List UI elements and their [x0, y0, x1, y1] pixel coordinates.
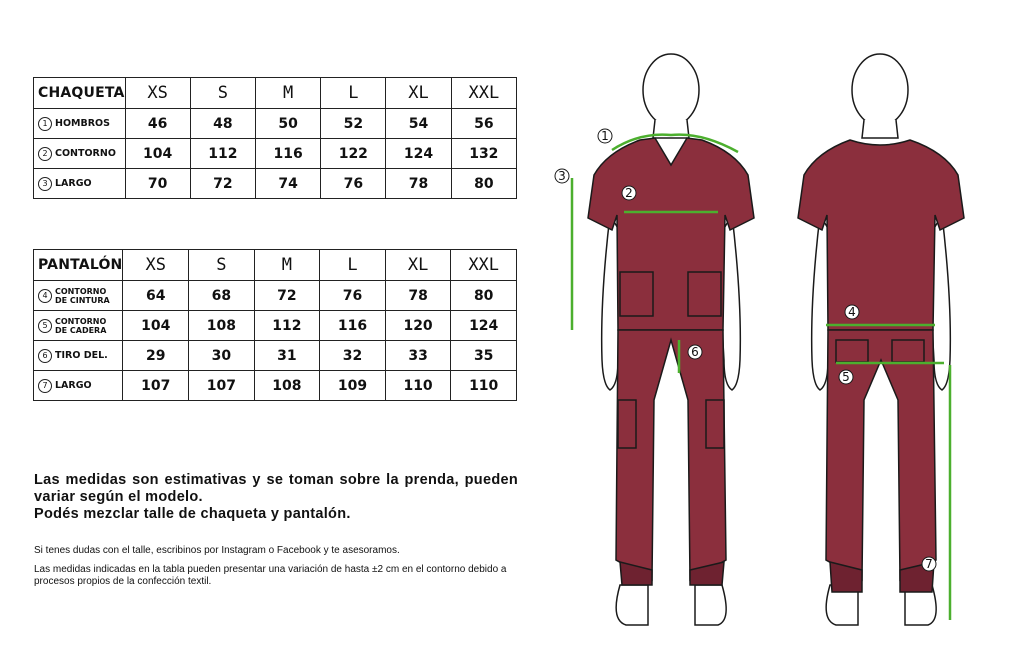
table-row — [34, 139, 517, 169]
size-header: XS — [125, 78, 190, 109]
table-cell: 120 — [385, 311, 451, 341]
marker-2: 2 — [625, 186, 633, 200]
size-header: XXL — [451, 250, 517, 281]
table-row — [34, 109, 517, 139]
row-label-text: HOMBROS — [55, 118, 110, 129]
marker-4: 4 — [848, 305, 856, 319]
table-cell: 35 — [451, 341, 517, 371]
table-cell: 33 — [385, 341, 451, 371]
note-contact: Si tenes dudas con el talle, escribinos por Instagram o Facebook y te asesoramos. — [34, 545, 400, 556]
table-cell: 110 — [451, 371, 517, 401]
table-cell: 116 — [320, 311, 386, 341]
table-cell: 104 — [123, 311, 189, 341]
size-header: S — [190, 78, 255, 109]
table-cell: 108 — [189, 311, 255, 341]
jacket-size-table — [33, 77, 517, 199]
table-cell: 56 — [451, 109, 516, 139]
note-estimate: Las medidas son estimativas y se toman sobre la prenda, pueden variar según el modelo. — [34, 472, 518, 505]
note-variation: Las medidas indicadas en la tabla pueden presentar una variación de hasta ±2 cm en el contorno debido a procesos propios de la confección textil. — [34, 564, 507, 587]
table-cell: 74 — [256, 169, 321, 199]
row-label — [34, 311, 123, 341]
table-row — [34, 341, 517, 371]
size-header: XL — [385, 250, 451, 281]
table-cell: 29 — [123, 341, 189, 371]
row-label-text: TIRO DEL. — [55, 350, 108, 361]
table-cell: 108 — [254, 371, 320, 401]
table-cell: 72 — [254, 281, 320, 311]
table-cell: 30 — [189, 341, 255, 371]
table-cell: 109 — [320, 371, 386, 401]
marker-6: 6 — [691, 345, 699, 359]
table-cell: 78 — [386, 169, 451, 199]
pants-table-title: PANTALÓN — [34, 250, 123, 281]
pants-size-table — [33, 249, 517, 401]
row-label-text: CONTORNO — [55, 148, 116, 159]
pants-header-row — [34, 250, 517, 281]
table-cell: 78 — [385, 281, 451, 311]
front-pants — [616, 330, 726, 585]
size-header: M — [254, 250, 320, 281]
table-row — [34, 311, 517, 341]
marker-7: 7 — [925, 557, 933, 571]
numbered-circle-icon: 7 — [38, 379, 52, 393]
table-cell: 48 — [190, 109, 255, 139]
table-cell: 50 — [256, 109, 321, 139]
table-cell: 32 — [320, 341, 386, 371]
jacket-header-row — [34, 78, 517, 109]
table-cell: 116 — [256, 139, 321, 169]
row-label-text-2: DE CADERA — [55, 325, 107, 335]
marker-3: 3 — [558, 169, 566, 183]
size-header: M — [256, 78, 321, 109]
numbered-circle-icon: 6 — [38, 349, 52, 363]
table-cell: 76 — [320, 281, 386, 311]
numbered-circle-icon: 2 — [38, 147, 52, 161]
table-cell: 110 — [385, 371, 451, 401]
marker-5: 5 — [842, 370, 850, 384]
row-label — [34, 169, 126, 199]
table-cell: 72 — [190, 169, 255, 199]
row-label-text: LARGO — [55, 178, 92, 189]
size-header: XXL — [451, 78, 516, 109]
size-header: L — [320, 250, 386, 281]
row-label — [34, 371, 123, 401]
table-row — [34, 281, 517, 311]
numbered-circle-icon: 3 — [38, 177, 52, 191]
note-mix-sizes: Podés mezclar talle de chaqueta y pantalón. — [34, 506, 351, 522]
table-row — [34, 169, 517, 199]
jacket-table-title: CHAQUETA — [34, 78, 126, 109]
table-row — [34, 371, 517, 401]
table-cell: 52 — [321, 109, 386, 139]
table-cell: 46 — [125, 109, 190, 139]
table-cell: 80 — [451, 281, 517, 311]
table-cell: 132 — [451, 139, 516, 169]
marker-1: 1 — [601, 129, 609, 143]
table-cell: 107 — [189, 371, 255, 401]
table-cell: 122 — [321, 139, 386, 169]
table-cell: 112 — [254, 311, 320, 341]
measurement-figure — [540, 40, 1020, 660]
table-cell: 80 — [451, 169, 516, 199]
table-cell: 76 — [321, 169, 386, 199]
row-label-text: CONTORNO — [55, 316, 107, 326]
table-cell: 124 — [451, 311, 517, 341]
row-label — [34, 281, 123, 311]
table-cell: 68 — [189, 281, 255, 311]
row-label-text: CONTORNO — [55, 286, 107, 296]
row-label — [34, 341, 123, 371]
row-label — [34, 139, 126, 169]
size-header: S — [189, 250, 255, 281]
table-cell: 104 — [125, 139, 190, 169]
numbered-circle-icon: 4 — [38, 289, 52, 303]
size-header: XS — [123, 250, 189, 281]
numbered-circle-icon: 5 — [38, 319, 52, 333]
size-header: L — [321, 78, 386, 109]
table-cell: 112 — [190, 139, 255, 169]
notes-block — [34, 472, 518, 588]
row-label-text: LARGO — [55, 380, 92, 391]
row-label-text-2: DE CINTURA — [55, 295, 110, 305]
size-header: XL — [386, 78, 451, 109]
table-cell: 107 — [123, 371, 189, 401]
table-cell: 70 — [125, 169, 190, 199]
table-cell: 64 — [123, 281, 189, 311]
row-label — [34, 109, 126, 139]
numbered-circle-icon: 1 — [38, 117, 52, 131]
table-cell: 31 — [254, 341, 320, 371]
table-cell: 124 — [386, 139, 451, 169]
table-cell: 54 — [386, 109, 451, 139]
